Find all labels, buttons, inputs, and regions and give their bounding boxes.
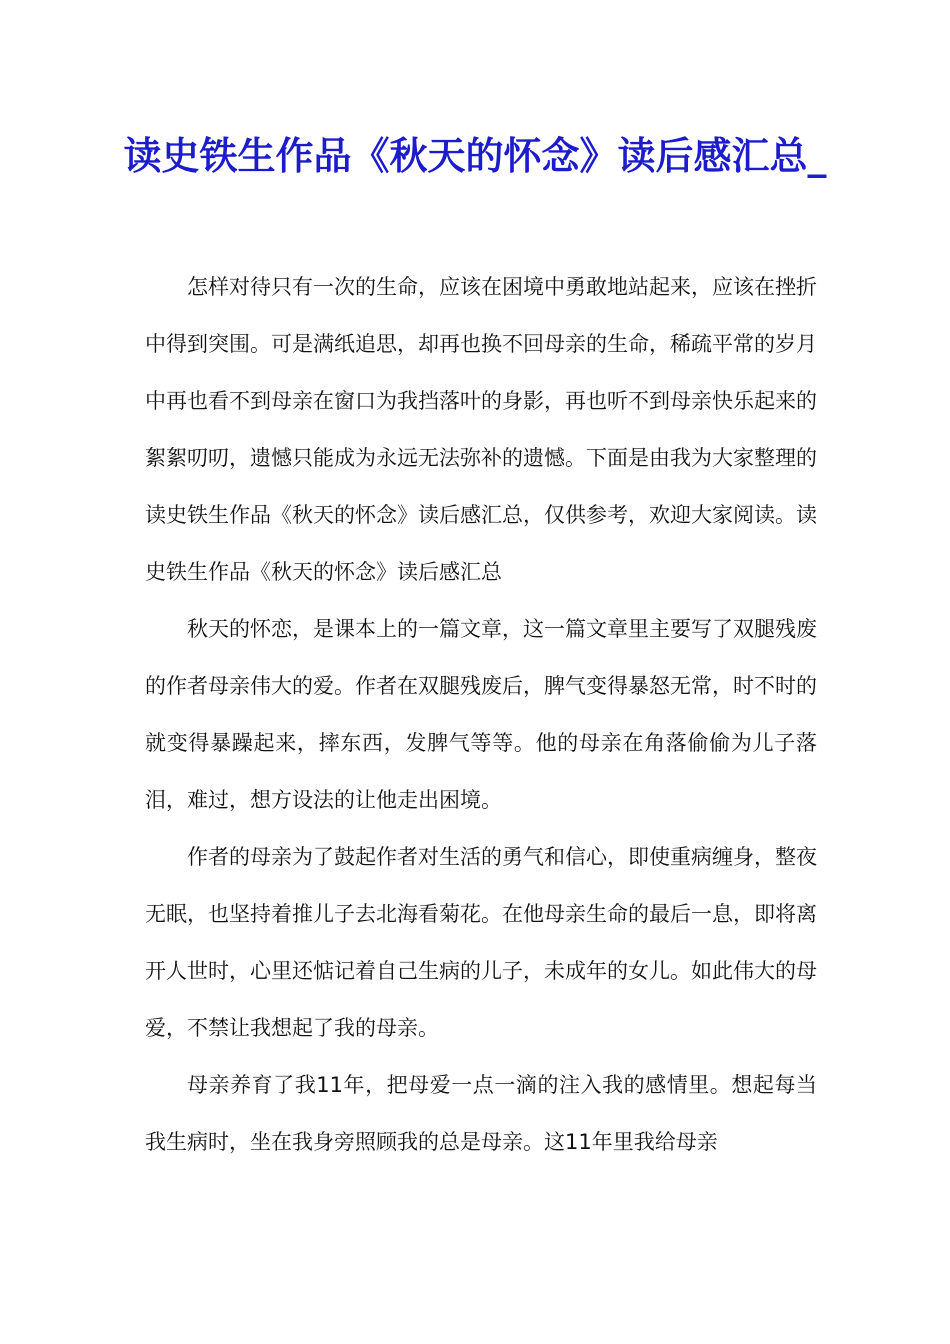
document-body <box>145 259 817 1171</box>
paragraph: 秋天的怀恋，是课本上的一篇文章，这一篇文章里主要写了双腿残废的作者母亲伟大的爱。作者在双腿残废后，脾气变得暴怒无常，时不时的就变得暴躁起来，摔东西，发脾气等等。他的母亲在角落偷偷为儿子落泪，难过，想方设法的让他走出困境。 <box>145 617 817 812</box>
document-title: 读史铁生作品《秋天的怀念》读后感汇总_ <box>123 134 827 178</box>
paragraph: 母亲养育了我11年，把母爱一点一滴的注入我的感情里。想起每当我生病时，坐在我身旁照顾我的总是母亲。这11年里我给母亲 <box>145 1073 817 1154</box>
paragraph: 作者的母亲为了鼓起作者对生活的勇气和信心，即使重病缠身，整夜无眠，也坚持着推儿子去北海看菊花。在他母亲生命的最后一息，即将离开人世时，心里还惦记着自己生病的儿子，未成年的女儿。如此伟大的母爱，不禁让我想起了我的母亲。 <box>145 845 817 1040</box>
paragraph: 怎样对待只有一次的生命，应该在困境中勇敢地站起来，应该在挫折中得到突围。可是满纸追思，却再也换不回母亲的生命，稀疏平常的岁月中再也看不到母亲在窗口为我挡落叶的身影，再也听不到母亲快乐起来的絮絮叨叨，遗憾只能成为永远无法弥补的遗憾。下面是由我为大家整理的读史铁生作品《秋天的怀念》读后感汇总，仅供参考，欢迎大家阅读。读史铁生作品《秋天的怀念》读后感汇总 <box>145 275 817 584</box>
